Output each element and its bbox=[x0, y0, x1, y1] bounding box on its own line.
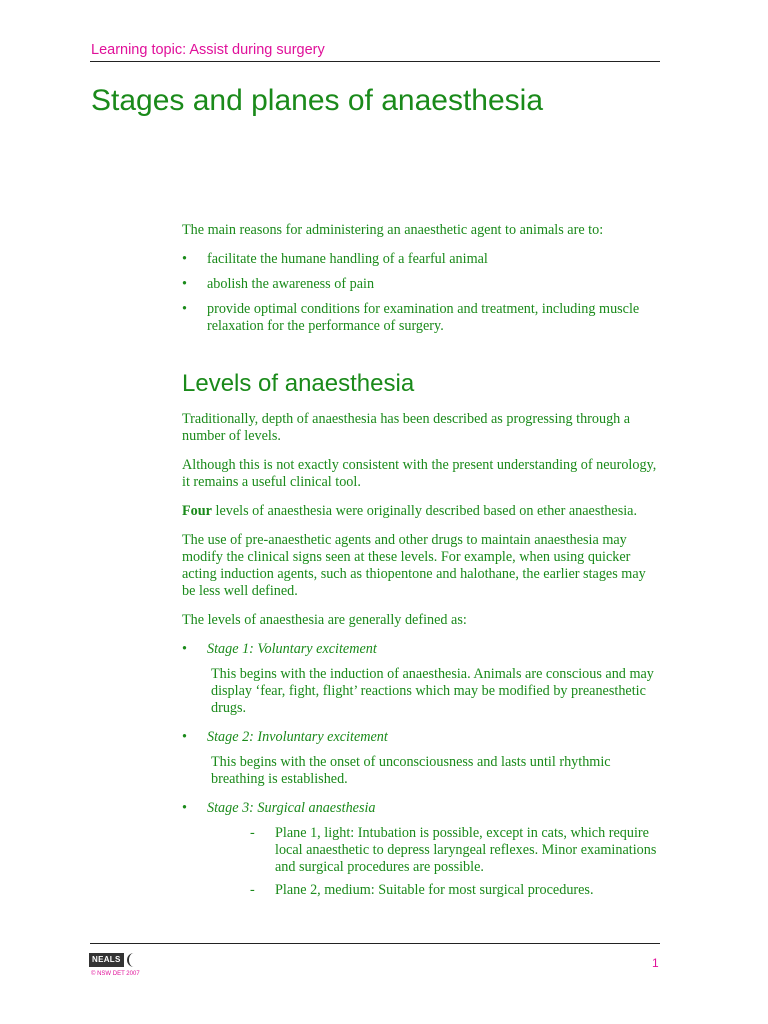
stage-description: This begins with the onset of unconsciousness and lasts until rhythmic breathing is established. bbox=[211, 754, 611, 787]
section-heading: Levels of anaesthesia bbox=[182, 370, 415, 397]
planes-list bbox=[250, 825, 662, 899]
stages-list bbox=[182, 729, 662, 746]
bullet-icon: • bbox=[182, 251, 187, 267]
copyright-notice: © NSW DET 2007 bbox=[91, 971, 140, 977]
bullet-icon: • bbox=[182, 729, 187, 745]
stages-list bbox=[182, 641, 662, 658]
list-item: - Plane 2, medium: Suitable for most surgical procedures. bbox=[250, 882, 594, 898]
page-number: 1 bbox=[652, 956, 659, 970]
page-title: Stages and planes of anaesthesia bbox=[91, 84, 544, 117]
stage-title: Stage 2: Involuntary excitement bbox=[207, 729, 388, 745]
paragraph: Four levels of anaesthesia were originally described based on ether anaesthesia. bbox=[182, 503, 638, 519]
paragraph: Although this is not exactly consistent with the present understanding of neurology, it remains a useful clinical tool. bbox=[182, 457, 657, 490]
bullet-icon: • bbox=[182, 641, 187, 657]
stages-list bbox=[182, 800, 662, 817]
dash-icon: - bbox=[250, 882, 255, 898]
list-item: - Plane 1, light: Intubation is possible, except in cats, which require local anaesthetic to depress laryngeal reflexes. Minor examinations and surgical procedures are possible. bbox=[250, 825, 657, 875]
document-body bbox=[182, 222, 662, 905]
dash-icon: - bbox=[250, 825, 255, 841]
list-item: • facilitate the humane handling of a fearful animal bbox=[182, 251, 488, 267]
list-item: • abolish the awareness of pain bbox=[182, 276, 375, 292]
stage-description: This begins with the induction of anaesthesia. Animals are conscious and may display ‘fear, fight, flight’ reactions which may be modified by preanesthetic drugs. bbox=[211, 666, 654, 716]
reasons-list bbox=[182, 251, 662, 335]
stage-title: Stage 1: Voluntary excitement bbox=[207, 641, 377, 657]
list-item: • provide optimal conditions for examination and treatment, including muscle relaxation for the performance of surgery. bbox=[182, 301, 640, 334]
logo-crescent-icon bbox=[124, 952, 136, 968]
paragraph: The use of pre-anaesthetic agents and other drugs to maintain anaesthesia may modify the clinical signs seen at these levels. For example, when using quicker acting induction agents, such as thiopentone and halothane, the earlier stages may be less well defined. bbox=[182, 532, 646, 599]
list-item bbox=[182, 800, 662, 817]
stage-title: Stage 3: Surgical anaesthesia bbox=[207, 800, 376, 816]
bullet-icon: • bbox=[182, 301, 187, 317]
bold-text: Four bbox=[182, 503, 212, 519]
intro-lead: The main reasons for administering an anaesthetic agent to animals are to: bbox=[182, 222, 604, 238]
bullet-icon: • bbox=[182, 276, 187, 292]
list-item bbox=[182, 729, 662, 746]
bullet-icon: • bbox=[182, 800, 187, 816]
paragraph: Traditionally, depth of anaesthesia has been described as progressing through a number of levels. bbox=[182, 411, 631, 444]
paragraph: The levels of anaesthesia are generally defined as: bbox=[182, 612, 467, 628]
header-rule bbox=[90, 61, 660, 62]
footer-rule bbox=[90, 943, 660, 944]
learning-topic-header: Learning topic: Assist during surgery bbox=[91, 42, 325, 58]
neals-logo: NEALS bbox=[89, 951, 141, 969]
list-item bbox=[182, 641, 662, 658]
